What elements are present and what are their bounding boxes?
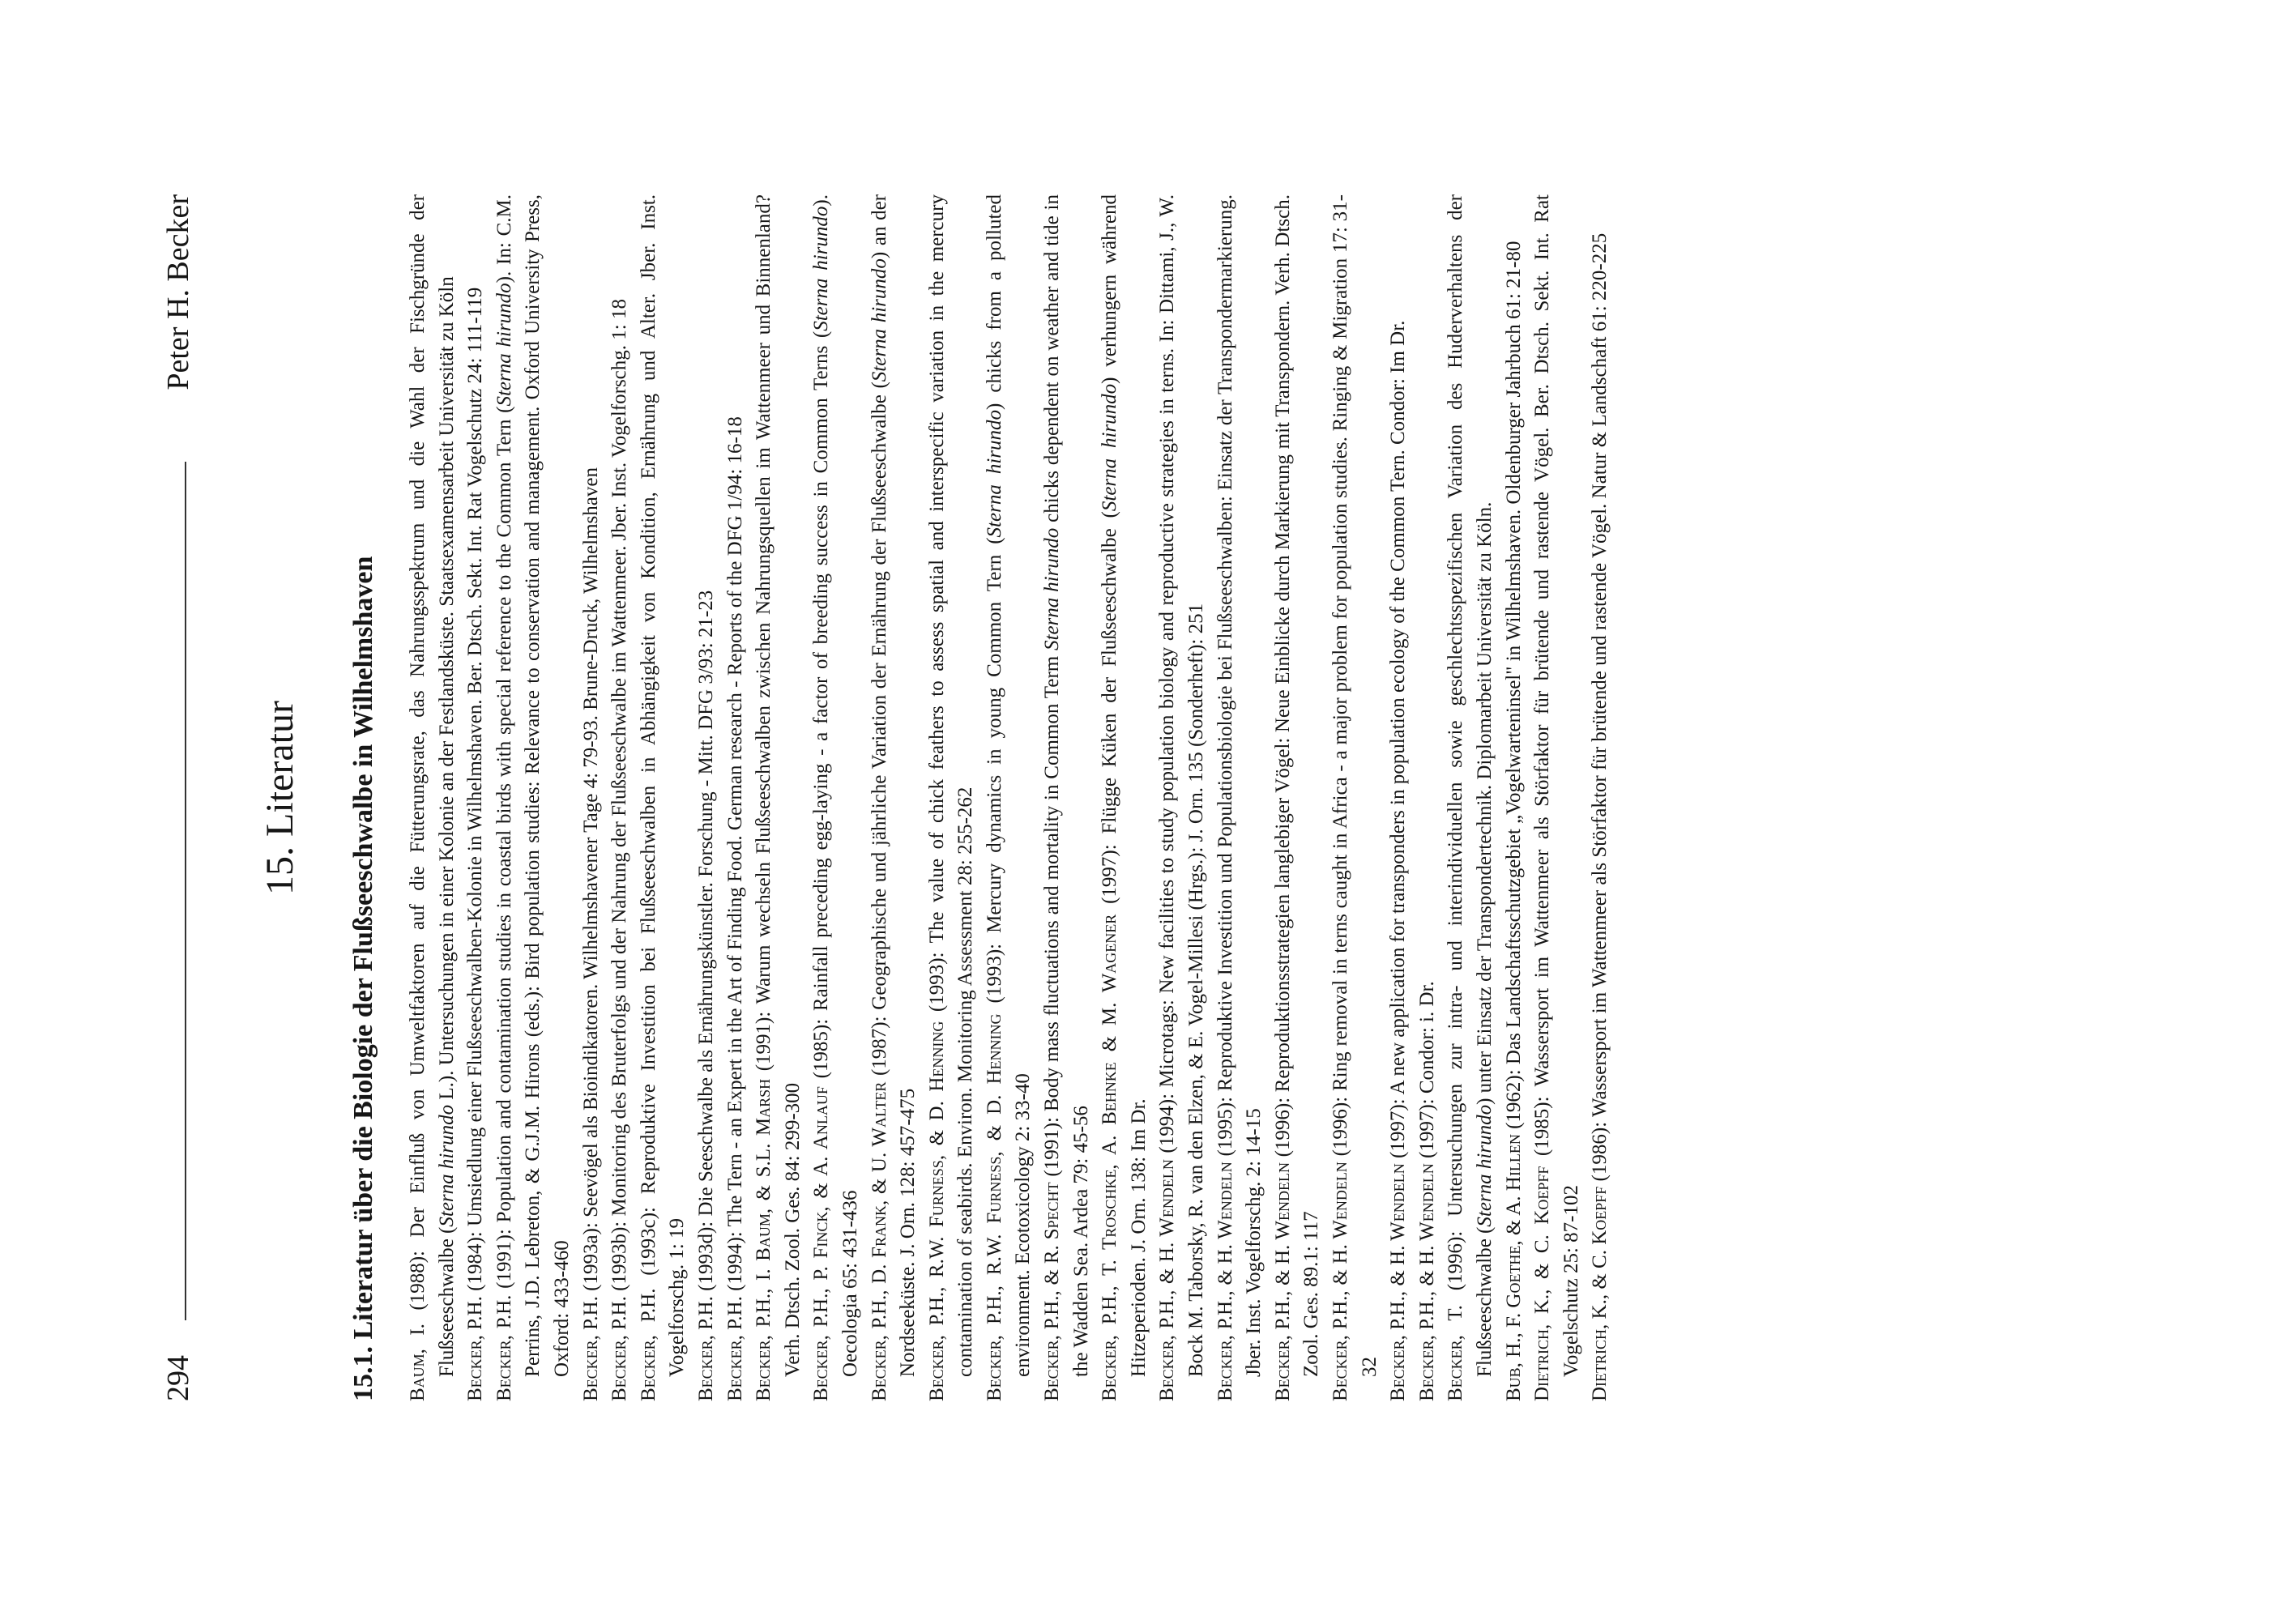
reference-text: (1996): Untersuchungen zur intra- und interindividuellen sowie geschlechtsspezifischen Variation des Huderverhaltens der Flußseeschwalbe (Sterna hirundo) unter Einsatz der Transpondertechnik. Diplomarbeit Universität zu Köln. — [1445, 194, 1496, 1377]
reference-author: Becker, P.H., & H. Wendeln — [1156, 1159, 1179, 1401]
reference-entry — [749, 194, 807, 1401]
reference-author: Becker, P.H., & H. Wendeln — [1271, 1162, 1294, 1401]
reference-author: Becker, P.H., P. Finck, & A. Anlauf — [810, 1086, 833, 1401]
reference-text: (1993): The value of chick feathers to assess spatial and interspecific variation in the mercury contamination of seabirds. Environ. Monitoring Assessment 28: 255-262 — [925, 194, 977, 1377]
reference-author: Becker, P.H. — [608, 1296, 631, 1401]
reference-author: Becker, P.H., & H. Wendeln — [1329, 1162, 1351, 1401]
header-rule — [185, 462, 186, 1320]
reference-text: (1993b): Monitoring des Bruterfolgs und der Nahrung der Flußseeschwalbe im Wattenmeer. Jber. Inst. Vogelforschg. 1: 18 — [608, 299, 631, 1297]
reference-text: (1987): Geographische und jährliche Variation der Ernährung der Flußseeschwalbe (Sterna hirundo) an der Nordseeküste. J. Orn. 128: 457-475 — [868, 194, 920, 1377]
reference-author: Becker, T. — [1445, 1305, 1467, 1401]
reference-entry — [1500, 194, 1529, 1401]
reference-entry — [721, 194, 750, 1401]
reference-entry — [1211, 194, 1269, 1401]
reference-text: (1986): Wassersport im Wattenmeer als Störfaktor für brütende und rastende Vögel. Natur & Landschaft 61: 220-225 — [1589, 232, 1611, 1187]
reference-text: (1993d): Die Seeschwalbe als Ernährungskünstler. Forschung - Mitt. DFG 3/93: 21-23 — [694, 590, 717, 1297]
reference-entry — [1528, 194, 1585, 1401]
chapter-title: 15. Literatur — [258, 701, 301, 895]
reference-text: (1997): Condor: i. Dr. — [1415, 981, 1438, 1164]
reference-entry — [980, 194, 1038, 1401]
page-number: 294 — [161, 1355, 195, 1401]
reference-text: (1996): Reproduktionsstrategien langlebiger Vögel: Neue Einblicke durch Markierung mit Transpondern. Verh. Dtsch. Zool. Ges. 89.1: 117 — [1271, 194, 1323, 1377]
species-name: Sterna hirundo — [810, 206, 833, 331]
reference-entry — [1095, 194, 1153, 1401]
species-name: Sterna hirundo — [493, 283, 515, 407]
species-name: Sterna hirundo — [1041, 527, 1064, 650]
reference-author: Becker, P.H., & R. Specht — [1041, 1182, 1064, 1401]
reference-text: (1991): Population and contamination studies in coastal birds with special reference to the Common Tern (Sterna hirundo). In: C.M. Perrins, J.D. Lebreton, & G.J.M. Hirons (eds.): Bird population studies: Relevance to conservation and management. Oxford University Press, Oxford: 433-460 — [493, 194, 573, 1377]
section-title: 15.1. Literatur über die Biologie der Flußseeschwalbe in Wilhelmshaven — [348, 556, 378, 1401]
reference-author: Becker, P.H. — [723, 1296, 746, 1401]
reference-author: Dietrich, K., & C. Koepff — [1589, 1186, 1611, 1401]
reference-author: Dietrich, K., & C. Koepff — [1531, 1166, 1554, 1401]
reference-text: (1993): Mercury dynamics in young Common Tern (Sterna hirundo) chicks from a polluted environment. Ecotoxicology 2: 33-40 — [983, 194, 1035, 1377]
reference-text: (1985): Rainfall preceding egg-laying - a factor of breeding success in Common Terns (Sterna hirundo). Oecologia 65: 431-436 — [810, 194, 861, 1377]
reference-entry — [1441, 194, 1499, 1401]
reference-entry — [865, 194, 923, 1401]
reference-text: (1997): A new application for transponders in population ecology of the Common Tern. Condor: Im Dr. — [1387, 320, 1410, 1164]
reference-entry — [634, 194, 692, 1401]
reference-entry — [577, 194, 606, 1401]
reference-author: Becker, P.H. — [694, 1296, 717, 1401]
reference-text: (1996): Ring removal in terns caught in Africa - a major problem for population studies. Ringing & Migration 17: 31-32 — [1329, 194, 1381, 1377]
species-name: Sterna hirundo — [435, 1104, 458, 1227]
reference-entry — [403, 194, 461, 1401]
reference-entry — [923, 194, 980, 1401]
reference-author: Becker, P.H., R.W. Furness, & D. Henning — [925, 1021, 948, 1401]
reference-list — [403, 194, 1615, 1401]
reference-author: Becker, P.H. — [464, 1296, 487, 1401]
reference-author: Becker, P.H. — [493, 1294, 515, 1401]
reference-author: Becker, P.H. — [637, 1288, 659, 1401]
reference-entry — [1413, 194, 1442, 1401]
reference-author: Becker, P.H., I. Baum, & S.L. Marsh — [753, 1078, 775, 1401]
reference-text: (1997): Flügge Küken der Flußseeschwalbe (Sterna hirundo) verhungern während Hitzeperioden. J. Orn. 138: Im Dr. — [1099, 194, 1150, 1377]
species-name: Sterna hirundo — [868, 258, 890, 382]
reference-entry — [461, 194, 490, 1401]
reference-entry — [1153, 194, 1210, 1401]
reference-entry — [807, 194, 864, 1401]
reference-author: Becker, P.H., T. Troschke, A. Behnke & M. Wagener — [1099, 914, 1121, 1401]
reference-entry — [1038, 194, 1095, 1401]
reference-text: (1991): Warum wechseln Flußseeschwalben zwischen Nahrungsquellen im Wattenmeer und Binnenland? Verh. Dtsch. Zool. Ges. 84: 299-300 — [753, 194, 804, 1377]
reference-entry — [1326, 194, 1384, 1401]
running-header — [160, 194, 201, 1401]
reference-entry — [1585, 194, 1615, 1401]
reference-author: Bub, H., F. Goethe, & A. Hillen — [1502, 1134, 1525, 1401]
reference-author: Becker, P.H. — [579, 1296, 602, 1401]
species-name: Sterna hirundo — [983, 409, 1005, 538]
reference-author: Baum, I. — [407, 1324, 429, 1401]
reference-author: Becker, P.H., & H. Wendeln — [1214, 1162, 1236, 1401]
species-name: Sterna hirundo — [1473, 1104, 1496, 1227]
reference-entry — [605, 194, 634, 1401]
reference-text: (1995): Reproduktive Investition und Populationsbiologie bei Flußseeschwalben: Einsatz der Transpondermarkierung. Jber. Inst. Vogelforschg. 2: 14-15 — [1214, 194, 1265, 1377]
reference-text: (1984): Umsiedlung einer Flußseeschwalben-Kolonie in Wilhelmshaven. Ber. Dtsch. Sekt. Int. Rat Vogelschutz 24: 111-119 — [464, 287, 487, 1297]
running-author: Peter H. Becker — [161, 194, 195, 390]
reference-entry — [1384, 194, 1413, 1401]
reference-entry — [692, 194, 721, 1401]
reference-author: Becker, P.H., D. Frank, & U. Walter — [868, 1081, 890, 1401]
reference-text: (1991): Body mass fluctuations and mortality in Common Term Sterna hirundo chicks dependent on weather and tide in the Wadden Sea. Ardea 79: 45-56 — [1041, 194, 1092, 1377]
reference-text: (1988): Der Einfluß von Umweltfaktoren auf die Fütterungsrate, das Nahrungsspektrum und die Wahl der Fischgründe der Flußseeschwalbe (Sterna hirundo L.). Untersuchungen in einer Kolonie an der Festlandsküste. Staatsexamensarbeit Universität zu Köln — [407, 194, 458, 1377]
reference-entry — [490, 194, 577, 1401]
reference-text: (1994): Microtags: New facilities to study population biology and reproductive strategies in terns. In: Dittami, J., W. Bock M. Taborsky, R. van den Elzen, & E. Vogel-Millesi (Hrgs.): J. Orn. 135 (Sonderheft): 251 — [1156, 194, 1208, 1377]
reference-text: (1993c): Reproduktive Investition bei Flußseeschwalben in Abhängigkeit von Kondition, Ernährung und Alter. Jber. Inst. Vogelforschg. 1: 19 — [637, 194, 689, 1377]
reference-text: (1994): The Tern - an Expert in the Art of Finding Food. German research - Reports of the DFG 1/94: 16-18 — [723, 416, 746, 1297]
reference-text: (1962): Das Landschaftsschutzgebiet „Vogelwarteninsel" in Wilhelmshaven. Oldenburger Jahrbuch 61: 21-80 — [1502, 241, 1525, 1135]
reference-text: (1993a): Seevögel als Bioindikatoren. Wilhelmshavener Tage 4: 79-93. Brune-Druck, Wilhelmshaven — [579, 467, 602, 1297]
reference-entry — [1269, 194, 1326, 1401]
reference-author: Becker, P.H., R.W. Furness, & D. Henning — [983, 1013, 1005, 1401]
reference-text: (1985): Wassersport im Wattenmeer als Störfaktor für brütende und rastende Vögel. Ber. Dtsch. Sekt. Int. Rat Vogelschutz 25: 87-102 — [1531, 194, 1582, 1377]
reference-author: Becker, P.H., & H. Wendeln — [1387, 1163, 1410, 1401]
reference-author: Becker, P.H., & H. Wendeln — [1415, 1163, 1438, 1401]
species-name: Sterna hirundo — [1099, 383, 1121, 512]
